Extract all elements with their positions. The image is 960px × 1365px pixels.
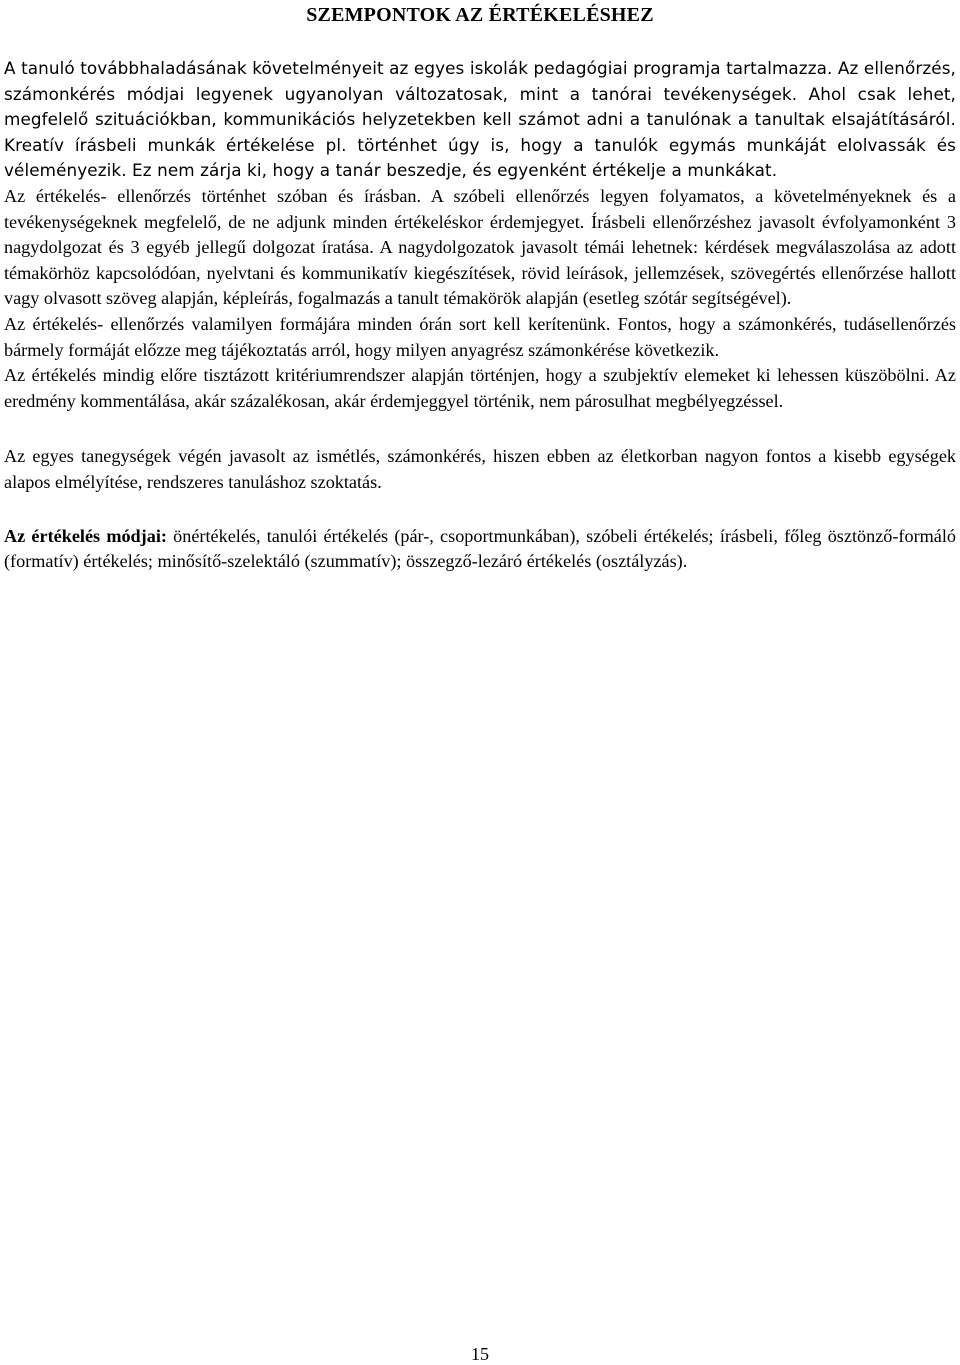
assessment-modes-text: önértékelés, tanulói értékelés (pár-, csoportmunkában), szóbeli értékelés; írásbeli, főleg ösztönző-formáló (formatív) értékelés; minősítő-szelektáló (szummatív); összegző-lezáró értékelés (osztályzás). [4, 525, 956, 572]
paragraph-oral-written: Az értékelés- ellenőrzés történhet szóban és írásban. A szóbeli ellenőrzés legyen folyamatos, a követelményeknek és a tevékenységeknek megfelelő, de ne adjunk minden értékeléskor érdemjegyet. Írásbeli ellenőrzéshez javasolt évfolyamonként 3 nagydolgozat és 3 egyéb jellegű dolgozat íratása. A nagydolgozatok javasolt témái lehetnek: kérdések megválaszolása az adott témakörhöz kapcsolódóan, nyelvtani és kommunikatív kiegészítések, rövid leírások, jellemzések, szövegértés ellenőrzése hallott vagy olvasott szöveg alapján, képleírás, fogalmazás a tanult témakörök alapján (esetleg szótár segítségével). [4, 185, 956, 309]
page-title: SZEMPONTOK AZ ÉRTÉKELÉSHEZ [306, 4, 654, 26]
paragraph-spacer [4, 496, 956, 524]
paragraph-repetition: Az egyes tanegységek végén javasolt az ismétlés, számonkérés, hiszen ebben az életkorban nagyon fontos a kisebb egységek alapos elmélyítése, rendszeres tanuláshoz szoktatás. [4, 446, 956, 492]
paragraph-criteria: Az értékelés mindig előre tisztázott kritériumrendszer alapján történjen, hogy a szubjektív elemeket ki lehessen küszöbölni. Az eredmény kommentálása, akár százalékosan, akár érdemjeggyel történik, nem párosulhat megbélyegzéssel. [4, 365, 956, 411]
paragraph-spacer [4, 414, 956, 444]
paragraph-every-lesson: Az értékelés- ellenőrzés valamilyen formájára minden órán sort kell kerítenünk. Fontos, hogy a számonkérés, tudásellenőrzés bármely formáját előzze meg tájékoztatás arról, hogy milyen anyagrész számonkérése következik. [4, 313, 956, 360]
page-number: 15 [471, 1344, 489, 1364]
document-body [4, 56, 956, 575]
assessment-modes-label: Az értékelés módjai: [4, 525, 167, 546]
paragraph-requirements: A tanuló továbbhaladásának követelményeit az egyes iskolák pedagógiai programja tartalmazza. Az ellenőrzés, számonkérés módjai legyenek ugyanolyan változatosak, mint a tanórai tevékenységek. Ahol csak lehet, megfelelő szituációkban, kommunikációs helyzetekben kell számot adni a tanulónak a tanultak elsajátításáról. Kreatív írásbeli munkák értékelése pl. történhet úgy is, hogy a tanulók egymás munkáját elolvassák és véleményezik. Ez nem zárja ki, hogy a tanár beszedje, és egyenként értékelje a munkákat. [4, 58, 956, 181]
paragraph-assessment-modes [4, 524, 956, 575]
